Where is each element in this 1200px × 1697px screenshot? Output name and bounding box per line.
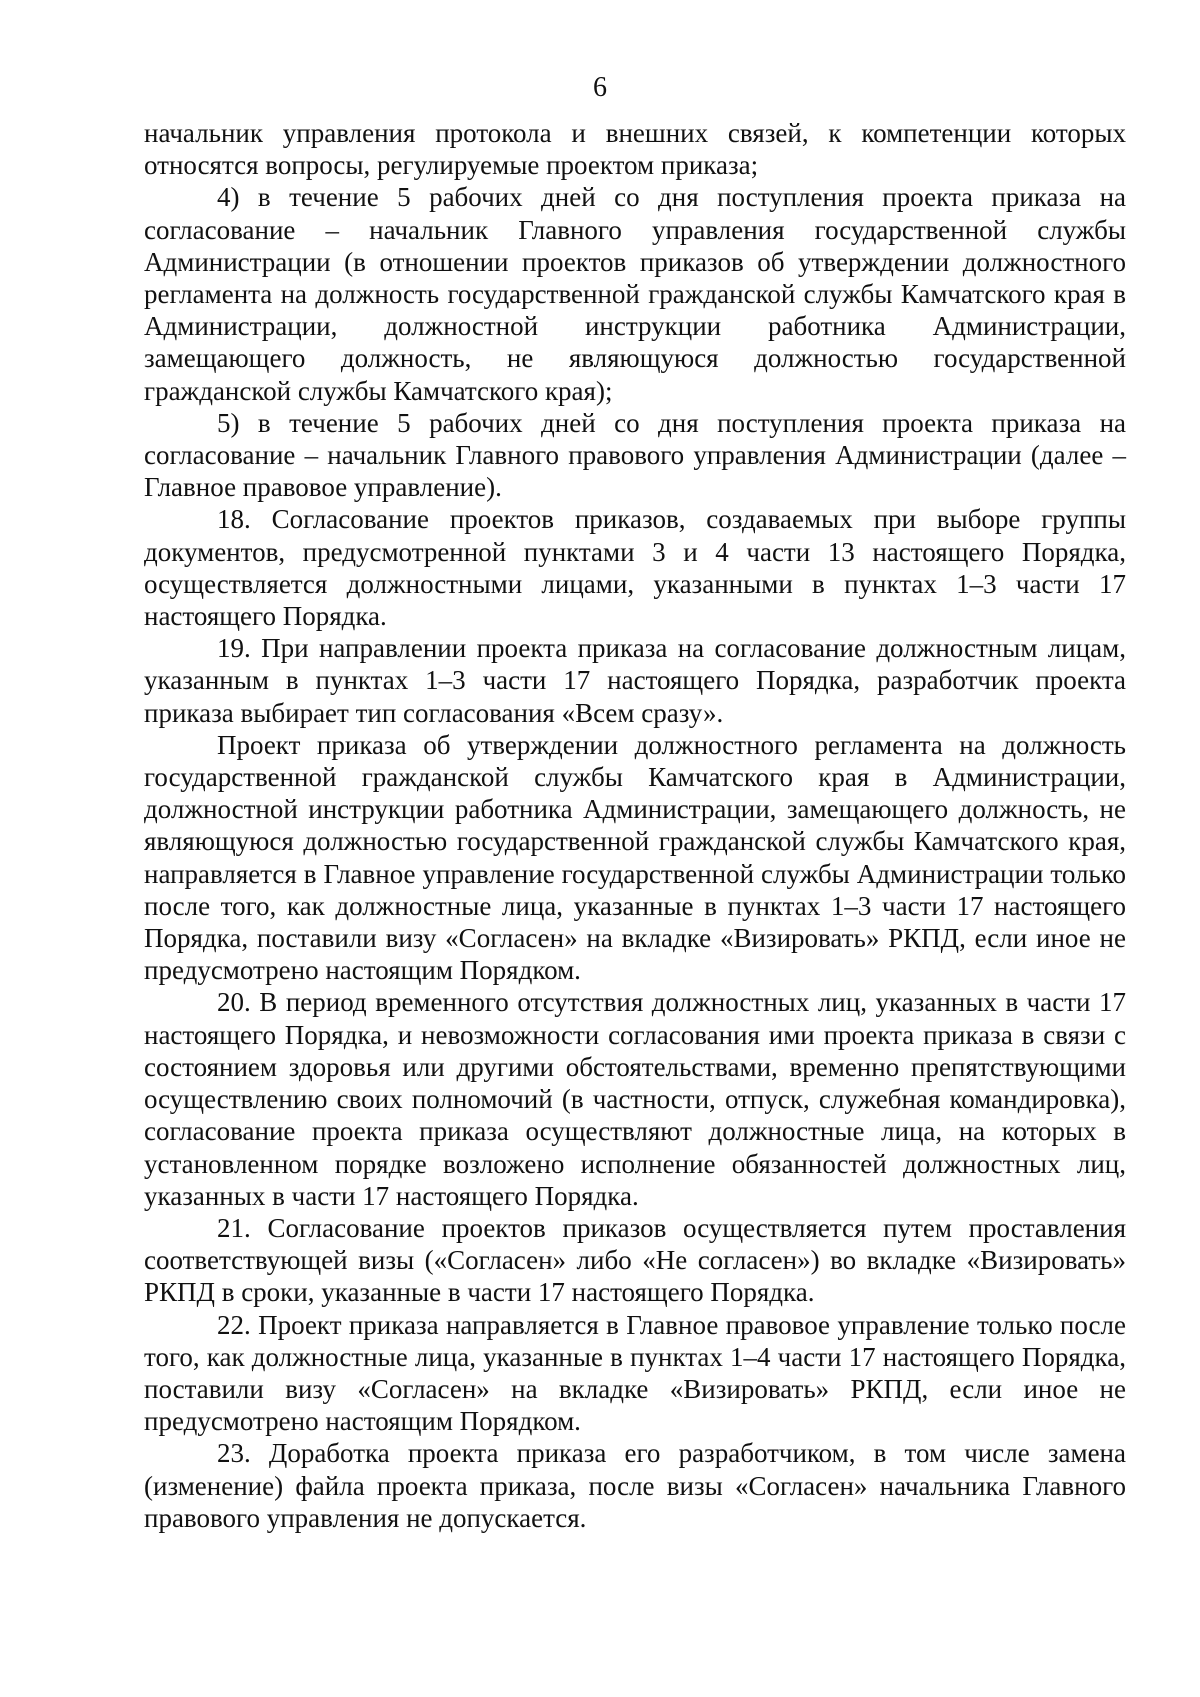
page-number: 6 xyxy=(593,72,607,103)
paragraph-continuation: начальник управления протокола и внешних связей, к компетенции которых относятся вопросы, регулируемые проектом приказа; xyxy=(144,118,1126,181)
paragraph-item-4: 4) в течение 5 рабочих дней со дня поступления проекта приказа на согласование – начальник Главного управления государственной службы Администрации (в отношении проектов приказов об утверждении должностного регламента на должность государственной гражданской службы Камчатского края в Администрации, должностной инструкции работника Администрации, замещающего должность, не являющуюся должностью государственной гражданской службы Камчатского края); xyxy=(144,182,1126,406)
paragraph-item-5: 5) в течение 5 рабочих дней со дня поступления проекта приказа на согласование – начальник Главного правового управления Администрации (далее – Главное правовое управление). xyxy=(144,407,1126,503)
paragraph-section-19-continued: Проект приказа об утверждении должностного регламента на должность государственной гражданской службы Камчатского края в Администрации, должностной инструкции работника Администрации, замещающего должность, не являющуюся должностью государственной гражданской службы Камчатского края, направляется в Главное управление государственной службы Администрации только после того, как должностные лица, указанные в пунктах 1–3 части 17 настоящего Порядка, поставили визу «Согласен» на вкладке «Визировать» РКПД, если иное не предусмотрено настоящим Порядком. xyxy=(144,729,1126,986)
document-body xyxy=(144,117,1126,1534)
paragraph-section-22: 22. Проект приказа направляется в Главное правовое управление только после того, как должностные лица, указанные в пунктах 1–4 части 17 настоящего Порядка, поставили визу «Согласен» на вкладке «Визировать» РКПД, если иное не предусмотрено настоящим Порядком. xyxy=(144,1309,1126,1437)
paragraph-section-21: 21. Согласование проектов приказов осуществляется путем проставления соответствующей визы («Согласен» либо «Не согласен») во вкладке «Визировать» РКПД в сроки, указанные в части 17 настоящего Порядка. xyxy=(144,1212,1126,1308)
paragraph-section-20: 20. В период временного отсутствия должностных лиц, указанных в части 17 настоящего Порядка, и невозможности согласования ими проекта приказа в связи с состоянием здоровья или другими обстоятельствами, временно препятствующими осуществлению своих полномочий (в частности, отпуск, служебная командировка), согласование проекта приказа осуществляют должностные лица, на которых в установленном порядке возложено исполнение обязанностей должностных лиц, указанных в части 17 настоящего Порядка. xyxy=(144,987,1126,1211)
paragraph-section-23: 23. Доработка проекта приказа его разработчиком, в том числе замена (изменение) файла проекта приказа, после визы «Согласен» начальника Главного правового управления не допускается. xyxy=(144,1438,1126,1533)
paragraph-section-19: 19. При направлении проекта приказа на согласование должностным лицам, указанным в пунктах 1–3 части 17 настоящего Порядка, разработчик проекта приказа выбирает тип согласования «Всем сразу». xyxy=(144,633,1126,728)
paragraph-section-18: 18. Согласование проектов приказов, создаваемых при выборе группы документов, предусмотренной пунктами 3 и 4 части 13 настоящего Порядка, осуществляется должностными лицами, указанными в пунктах 1–3 части 17 настоящего Порядка. xyxy=(144,504,1126,632)
